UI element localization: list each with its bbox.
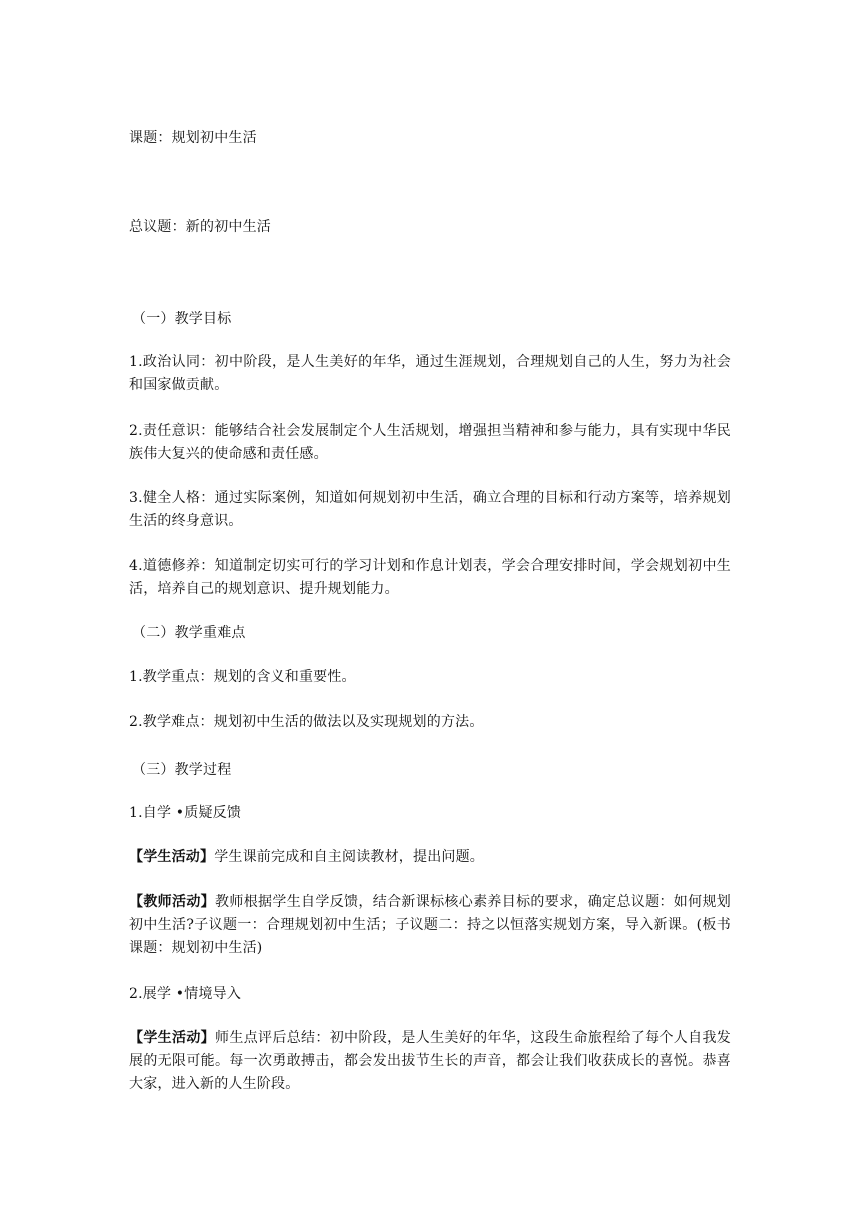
objective-item: 1.政治认同：初中阶段，是人生美好的年华，通过生涯规划，合理规划自己的人生，努力为社会和国家做贡献。 (129, 354, 731, 393)
teacher-activity-paragraph (129, 891, 731, 960)
key-point-item: 1.教学重点：规划的含义和重要性。 (129, 669, 356, 685)
objective-item: 2.责任意识：能够结合社会发展制定个人生活规划，增强担当精神和参与能力，具有实现中华民族伟大复兴的使命感和责任感。 (129, 423, 731, 462)
key-point-item: 2.教学难点：规划初中生活的做法以及实现规划的方法。 (129, 714, 484, 730)
teacher-activity-label: 【教师活动】 (129, 894, 216, 910)
teacher-activity-text: 教师根据学生自学反馈，结合新课标核心素养目标的要求，确定总议题：如何规划初中生活?子议题一：合理规划初中生活；子议题二：持之以恒落实规划方案，导入新课。(板书课题：规划初中生活) (129, 894, 732, 956)
student-activity-label: 【学生活动】 (129, 1030, 216, 1046)
student-activity-text: 师生点评后总结：初中阶段，是人生美好的年华，这段生命旅程给了每个人自我发展的无限可能。每一次勇敢搏击，都会发出拔节生长的声音，都会让我们收获成长的喜悦。恭喜大家，进入新的人生阶段。 (129, 1030, 732, 1092)
section-heading-key-points: （二）教学重难点 (132, 625, 246, 641)
process-step-title: 2.展学 •情境导入 (129, 986, 242, 1002)
student-activity-label: 【学生活动】 (129, 849, 215, 865)
student-activity-text: 学生课前完成和自主阅读教材，提出问题。 (214, 849, 485, 865)
objective-item: 4.道德修养：知道制定切实可行的学习计划和作息计划表，学会合理安排时间，学会规划初中生活，培养自己的规划意识、提升规划能力。 (129, 558, 731, 597)
section-heading-objectives: （一）教学目标 (132, 311, 232, 327)
main-question: 总议题：新的初中生活 (129, 219, 271, 235)
lesson-topic: 课题：规划初中生活 (129, 130, 257, 146)
student-activity-paragraph (129, 1027, 731, 1096)
student-activity-paragraph (129, 846, 731, 869)
objective-item: 3.健全人格：通过实际案例，知道如何规划初中生活，确立合理的目标和行动方案等，培养规划生活的终身意识。 (129, 490, 731, 529)
section-heading-process: （三）教学过程 (132, 762, 232, 778)
process-step-title: 1.自学 •质疑反馈 (129, 805, 242, 821)
